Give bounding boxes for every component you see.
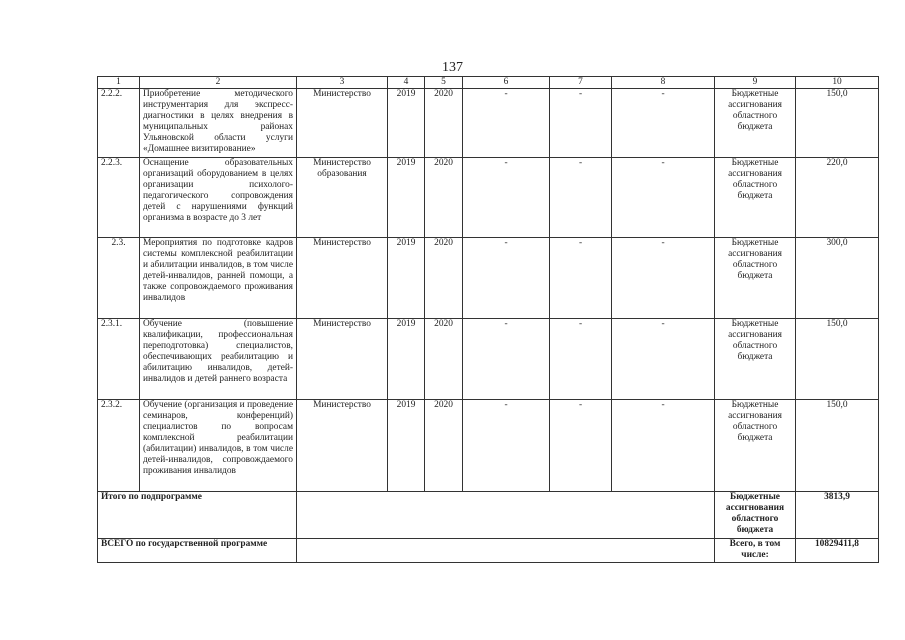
funding-source: Бюджетные ассигнования областного бюджета bbox=[715, 400, 796, 492]
col-header: 6 bbox=[463, 77, 550, 89]
col-header: 9 bbox=[715, 77, 796, 89]
measure-name: Оснащение образовательных организаций оборудованием в целях организации психолого-педагогического сопровождения детей с нарушениями функций организма в возрасте до 3 лет bbox=[140, 158, 297, 238]
executor: Министерство bbox=[297, 319, 388, 400]
amount: 150,0 bbox=[796, 89, 879, 158]
start-year: 2019 bbox=[388, 238, 425, 319]
col7-value: - bbox=[550, 89, 612, 158]
subtotal-amount: 3813,9 bbox=[796, 492, 879, 539]
amount: 150,0 bbox=[796, 400, 879, 492]
col-header: 3 bbox=[297, 77, 388, 89]
col8-value: - bbox=[612, 400, 715, 492]
program-table bbox=[97, 76, 879, 563]
total-amount: 10829411,8 bbox=[796, 539, 879, 563]
funding-source: Бюджетные ассигнования областного бюджета bbox=[715, 319, 796, 400]
col-header: 2 bbox=[140, 77, 297, 89]
amount: 300,0 bbox=[796, 238, 879, 319]
amount: 220,0 bbox=[796, 158, 879, 238]
col-header: 1 bbox=[98, 77, 140, 89]
col8-value: - bbox=[612, 158, 715, 238]
amount: 150,0 bbox=[796, 319, 879, 400]
row-number: 2.3.2. bbox=[98, 400, 140, 492]
funding-source: Бюджетные ассигнования областного бюджета bbox=[715, 89, 796, 158]
row-number: 2.3. bbox=[98, 238, 140, 319]
col6-value: - bbox=[463, 319, 550, 400]
col-header: 4 bbox=[388, 77, 425, 89]
end-year: 2020 bbox=[425, 400, 463, 492]
start-year: 2019 bbox=[388, 89, 425, 158]
total-label: ВСЕГО по государственной программе bbox=[98, 539, 297, 563]
table-row bbox=[98, 89, 879, 158]
table-row bbox=[98, 319, 879, 400]
col6-value: - bbox=[463, 238, 550, 319]
col6-value: - bbox=[463, 400, 550, 492]
executor: Министерство bbox=[297, 400, 388, 492]
empty-cell bbox=[297, 492, 715, 539]
col8-value: - bbox=[612, 238, 715, 319]
col7-value: - bbox=[550, 238, 612, 319]
start-year: 2019 bbox=[388, 319, 425, 400]
funding-source: Бюджетные ассигнования областного бюджета bbox=[715, 158, 796, 238]
row-number: 2.3.1. bbox=[98, 319, 140, 400]
col7-value: - bbox=[550, 400, 612, 492]
start-year: 2019 bbox=[388, 400, 425, 492]
funding-source: Бюджетные ассигнования областного бюджета bbox=[715, 238, 796, 319]
col6-value: - bbox=[463, 89, 550, 158]
col7-value: - bbox=[550, 158, 612, 238]
total-row bbox=[98, 539, 879, 563]
executor: Министерство bbox=[297, 89, 388, 158]
col-header: 7 bbox=[550, 77, 612, 89]
subtotal-source: Бюджетные ассигнования областного бюджета bbox=[715, 492, 796, 539]
measure-name: Обучение (повышение квалификации, профессиональная переподготовка) специалистов, обеспечивающих реабилитацию и абилитацию инвалидов, детей-инвалидов и детей раннего возраста bbox=[140, 319, 297, 400]
table-row bbox=[98, 158, 879, 238]
end-year: 2020 bbox=[425, 238, 463, 319]
col7-value: - bbox=[550, 319, 612, 400]
subtotal-label: Итого по подпрограмме bbox=[98, 492, 297, 539]
column-number-row bbox=[98, 77, 879, 89]
end-year: 2020 bbox=[425, 158, 463, 238]
row-number: 2.2.3. bbox=[98, 158, 140, 238]
col-header: 10 bbox=[796, 77, 879, 89]
col-header: 8 bbox=[612, 77, 715, 89]
col8-value: - bbox=[612, 319, 715, 400]
executor: Министерство образования bbox=[297, 158, 388, 238]
table-row bbox=[98, 400, 879, 492]
total-source: Всего, в том числе: bbox=[715, 539, 796, 563]
end-year: 2020 bbox=[425, 89, 463, 158]
col-header: 5 bbox=[425, 77, 463, 89]
end-year: 2020 bbox=[425, 319, 463, 400]
measure-name: Приобретение методического инструментария для экспресс-диагностики в целях внедрения в муниципальных районах Ульяновской области услуги «Домашнее визитирование» bbox=[140, 89, 297, 158]
empty-cell bbox=[297, 539, 715, 563]
measure-name: Мероприятия по подготовке кадров системы комплексной реабилитации и абилитации инвалидов, в том числе детей-инвалидов, ранней помощи, а также сопровождаемого проживания инвалидов bbox=[140, 238, 297, 319]
row-number: 2.2.2. bbox=[98, 89, 140, 158]
subtotal-row bbox=[98, 492, 879, 539]
page-number: 137 bbox=[442, 60, 463, 75]
start-year: 2019 bbox=[388, 158, 425, 238]
executor: Министерство bbox=[297, 238, 388, 319]
table-row bbox=[98, 238, 879, 319]
col6-value: - bbox=[463, 158, 550, 238]
measure-name: Обучение (организация и проведение семинаров, конференций) специалистов по вопросам комплексной реабилитации (абилитации) инвалидов, в том числе детей-инвалидов, сопровождаемого проживания инвалидов bbox=[140, 400, 297, 492]
col8-value: - bbox=[612, 89, 715, 158]
